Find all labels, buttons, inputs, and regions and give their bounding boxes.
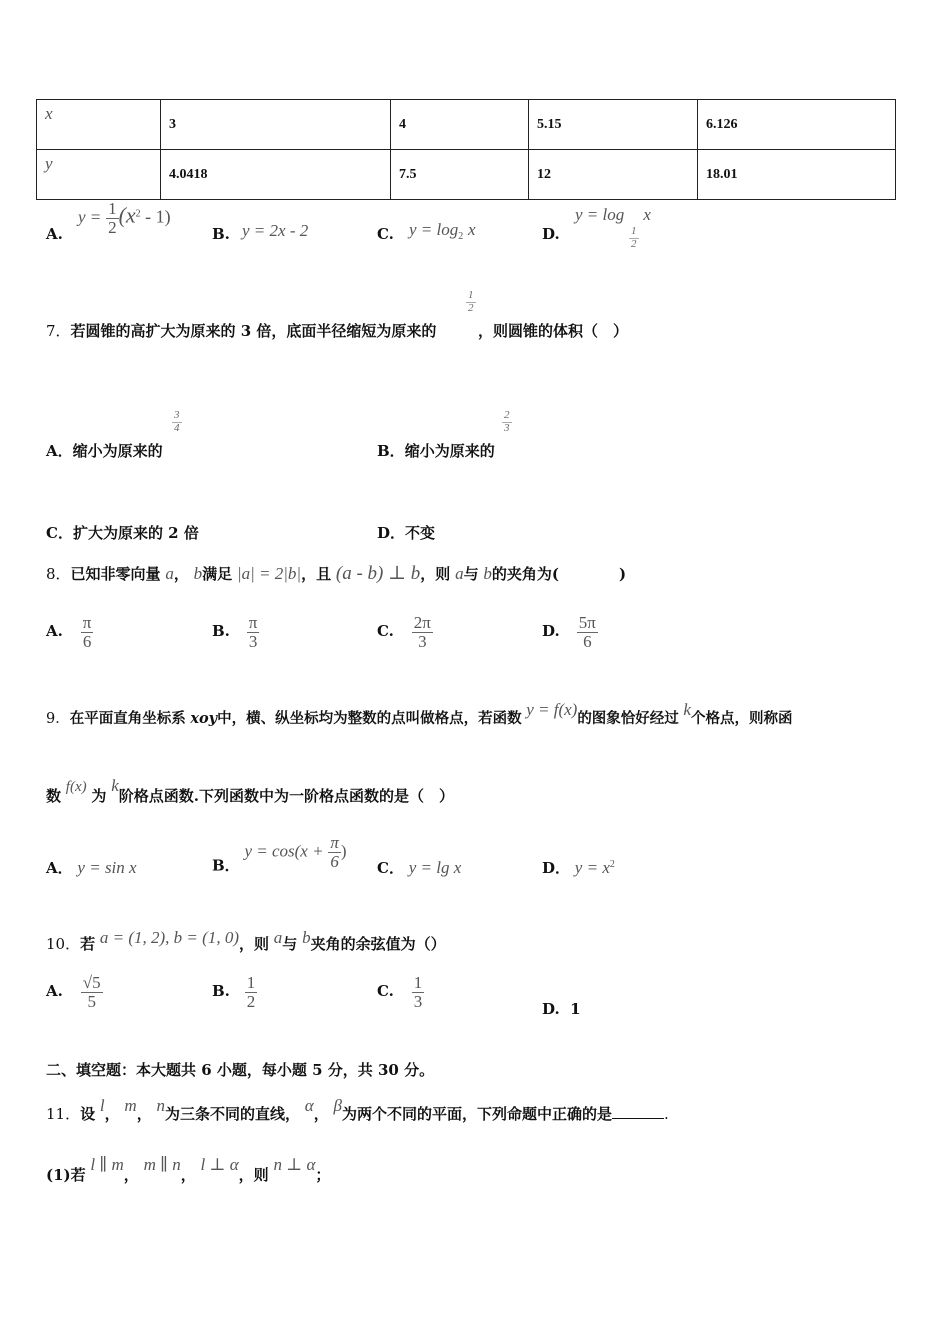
table-row [37, 100, 896, 150]
q8-option-a: A. $\frac{\pi}{6}$ [46, 613, 92, 651]
table-row [37, 150, 896, 200]
q7-option-b-fraction: $\frac{2}{3}$ [504, 409, 510, 434]
question-10-stem: 10．若 a = (1, 2), b = (1, 0)，则 a与 b夹角的余弦值为（） [46, 928, 446, 953]
q9-option-a: A． y = sin x [46, 858, 137, 877]
q10-option-d: D. 1 [542, 1000, 581, 1018]
q7-option-a-fraction: $\frac{3}{4}$ [174, 409, 180, 434]
q6-option-b-label: B. [212, 225, 230, 243]
q7-fraction: $\frac{1}{2}$ [468, 289, 474, 314]
question-11-stem: 11．设 l， m， n为三条不同的直线， α， β为两个不同的平面，下列命题中正确的是 . [46, 1096, 669, 1123]
q9-option-c: C． y = lg x [377, 858, 462, 877]
row-header-x: x [37, 100, 161, 150]
section-heading-fill-in: 二、填空题：本大题共 6 小题，每小题 5 分，共 30 分。 [46, 1061, 435, 1079]
question-7-stem: 7．若圆锥的高扩大为原来的 3 倍，底面半径缩短为原来的 [46, 322, 437, 340]
table-cell: 4 [391, 100, 529, 150]
q7-option-d: D．不变 [377, 524, 436, 542]
table-cell: 12 [529, 150, 698, 200]
q9-option-d: D． $y = x^2$ [542, 858, 615, 877]
q8-option-b: B. $\frac{\pi}{3}$ [212, 613, 258, 651]
q10-option-b: B. $\frac{1}{2}$ [212, 973, 256, 1011]
q8-option-d: D. $\frac{5\pi}{6}$ [542, 613, 596, 651]
q7-option-b: B．缩小为原来的 [377, 442, 495, 460]
data-table [36, 99, 896, 200]
table-cell: 4.0418 [161, 150, 391, 200]
question-9-stem: 9．在平面直角坐标系 xoy中，横、纵坐标均为整数的点叫做格点，若函数 y = f(x)的图象恰好经过 k个格点，则称函 [46, 700, 793, 727]
q11-proposition-1: (1)若 l ∥ m， m ∥ n， l ⊥ α，则 n ⊥ α； [46, 1155, 331, 1184]
q6-option-a-formula: y = $\frac{1}{2}$ $(x^2 - 1)$ [78, 199, 171, 237]
q7-option-c: C．扩大为原来的 2 倍 [46, 524, 199, 542]
question-8-stem: 8．已知非零向量 a， b满足 |a| = 2|b|，且 (a - b) ⊥ b，则 a与 b的夹角为( ) [46, 563, 627, 584]
q10-option-a: A. $\frac{√5}{5}$ [46, 973, 101, 1011]
table-cell: 3 [161, 100, 391, 150]
q6-option-d-label: D. [542, 225, 560, 243]
answer-blank [612, 1118, 664, 1119]
q6-option-b-formula: y = 2x - 2 [242, 221, 309, 240]
q10-option-c: C. $\frac{1}{3}$ [377, 973, 423, 1011]
table-cell: 6.126 [698, 100, 896, 150]
q6-option-c-label: C. [377, 225, 394, 243]
table-cell: 18.01 [698, 150, 896, 200]
row-header-y: y [37, 150, 161, 200]
q9-option-b: B． y = cos(x + $\frac{\pi}{6}$ ) [212, 833, 347, 875]
question-9-stem-line2: 数 f(x) 为 k阶格点函数.下列函数中为一阶格点函数的是（ ） [46, 776, 454, 805]
table-cell: 5.15 [529, 100, 698, 150]
question-7-stem-tail: ，则圆锥的体积（ ） [478, 322, 629, 340]
q7-option-a: A．缩小为原来的 [46, 442, 163, 460]
q6-option-c-formula: $y = \log_2 x$ [409, 220, 476, 242]
q6-option-a-label: A. [46, 225, 63, 243]
table-cell: 7.5 [391, 150, 529, 200]
q8-option-c: C. $\frac{2\pi}{3}$ [377, 613, 431, 651]
q6-option-d-formula: y = log $\frac{1}{2}$ x [575, 205, 651, 250]
